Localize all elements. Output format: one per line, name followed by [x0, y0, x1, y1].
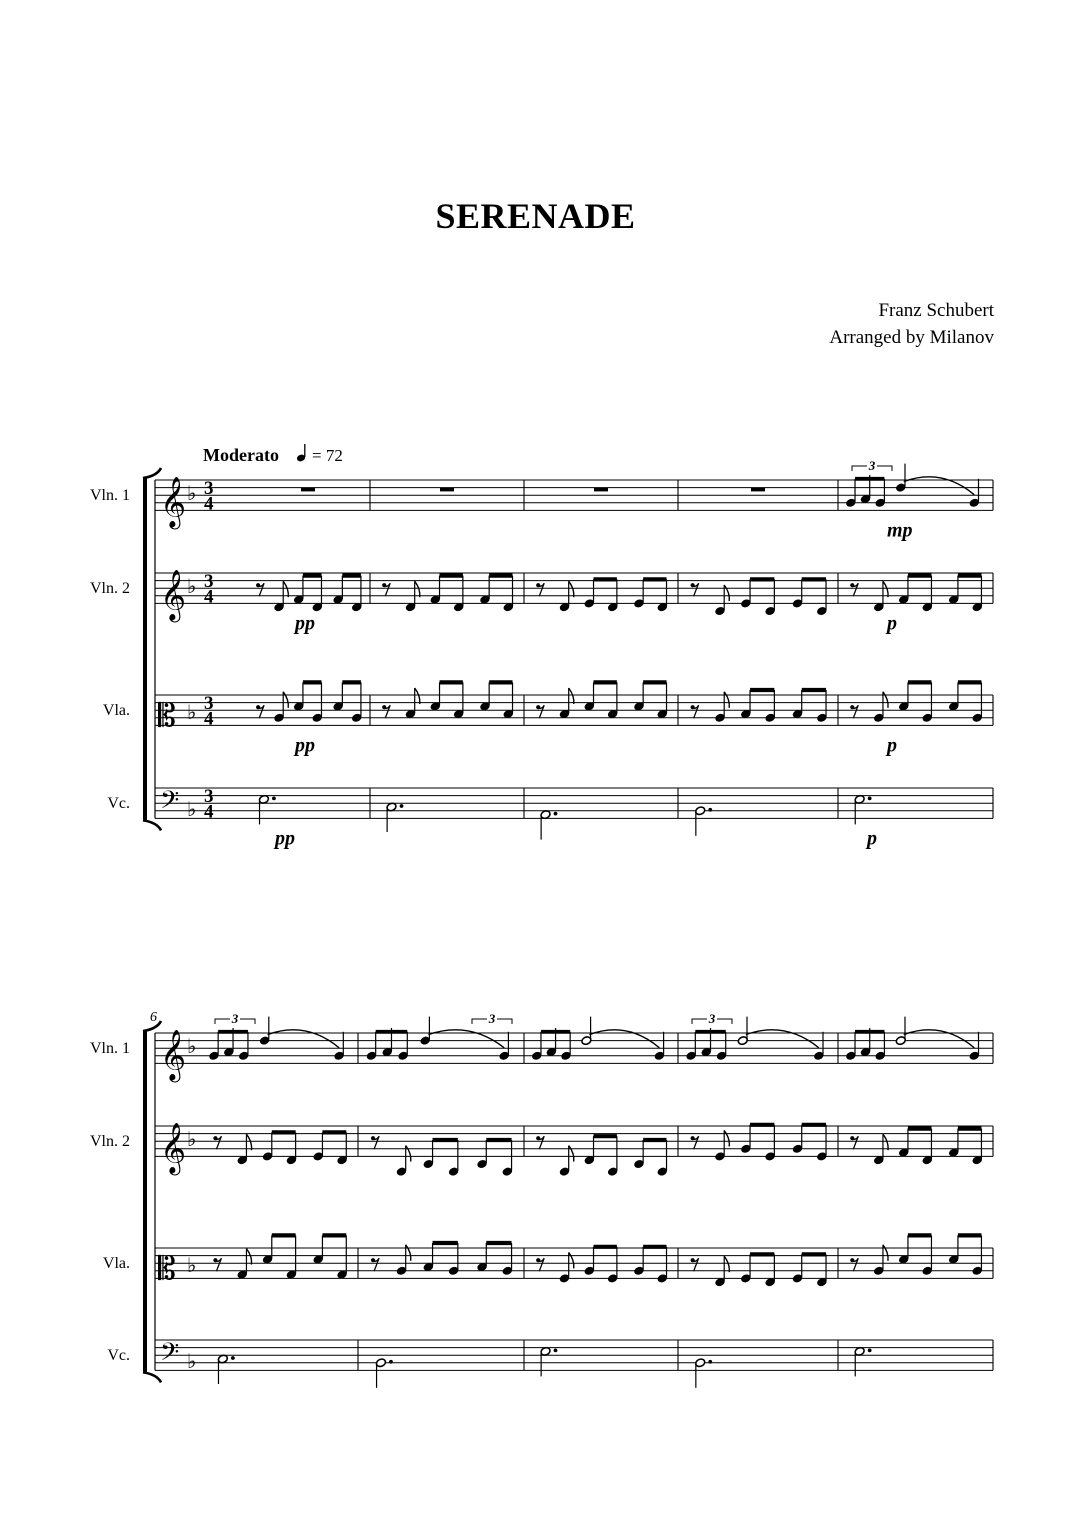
tuplet-number: 3: [231, 1011, 239, 1026]
flag: [724, 1130, 729, 1146]
dynamic-marking: pp: [295, 612, 315, 635]
dynamic-marking: pp: [275, 827, 295, 850]
eighth-rest: [536, 583, 544, 596]
dot: [389, 1360, 393, 1364]
bass-clef-icon: 𝄢: [160, 786, 180, 820]
flag: [883, 692, 888, 708]
dot: [868, 1349, 872, 1353]
piece-title: SERENADE: [435, 196, 636, 236]
eighth-rest: [536, 1136, 544, 1149]
dynamic-marking: p: [887, 612, 897, 635]
dot: [708, 1360, 712, 1364]
flag: [283, 692, 288, 708]
eighth-rest: [691, 1136, 699, 1149]
instrument-name: Vc.: [107, 795, 130, 813]
alto-clef-icon: 𝄡: [158, 1250, 176, 1287]
instrument-name: Vln. 1: [90, 487, 130, 505]
eighth-rest: [536, 705, 544, 718]
flag: [246, 1134, 251, 1150]
staff-vln1: [90, 1011, 993, 1082]
eighth-rest: [382, 705, 390, 718]
flag: [724, 1256, 729, 1272]
tuplet-number: 3: [488, 1011, 496, 1026]
treble-clef-icon: 𝄞: [160, 1123, 187, 1173]
flat-icon: ♭: [187, 1255, 197, 1277]
time-sig-bottom: 4: [204, 801, 214, 823]
eighth-rest: [850, 1136, 858, 1149]
bracket-hook-top: [143, 468, 161, 478]
eighth-rest: [850, 1258, 858, 1271]
time-sig-top: 3: [204, 571, 214, 593]
treble-clef-icon: 𝄞: [160, 1030, 187, 1080]
flag: [724, 692, 729, 708]
flag: [246, 1249, 251, 1265]
bass-clef-icon: 𝄢: [160, 1338, 180, 1372]
flag: [283, 581, 288, 597]
system-1: [90, 458, 993, 849]
whole-rest: [440, 488, 454, 492]
staff-vla: [103, 1235, 993, 1287]
time-sig-bottom: 4: [204, 493, 214, 515]
instrument-name: Vc.: [107, 1347, 130, 1365]
dynamic-marking: mp: [887, 519, 913, 542]
dot: [554, 1349, 558, 1353]
dynamic-marking: pp: [295, 734, 315, 757]
instrument-name: Vln. 1: [90, 1040, 130, 1058]
flag: [569, 581, 574, 597]
bracket-hook-bottom: [143, 820, 161, 830]
dot: [554, 812, 558, 816]
flag: [883, 1245, 888, 1261]
tempo-text: Moderato: [203, 445, 279, 465]
treble-clef-icon: 𝄞: [160, 477, 187, 527]
dot: [708, 808, 712, 812]
staff-vc: [107, 1339, 993, 1388]
eighth-rest: [536, 1258, 544, 1271]
bracket-hook-bottom: [143, 1372, 161, 1382]
dot: [231, 1356, 235, 1360]
instrument-name: Vla.: [102, 1255, 130, 1273]
system-2: [90, 1010, 993, 1388]
flag: [415, 581, 420, 597]
flag: [569, 1146, 574, 1162]
staff-vln1: [90, 458, 993, 541]
flag: [569, 1252, 574, 1268]
composer-credit: Franz Schubert: [878, 300, 994, 321]
measure-number: 6: [150, 1010, 157, 1025]
flat-icon: ♭: [187, 1129, 197, 1152]
whole-rest: [751, 488, 765, 492]
time-sig-bottom: 4: [204, 586, 214, 608]
instrument-name: Vln. 2: [90, 580, 130, 598]
flag: [883, 581, 888, 597]
eighth-rest: [691, 583, 699, 596]
flag: [724, 585, 729, 601]
tempo-bpm: = 72: [312, 446, 343, 465]
instrument-name: Vla.: [102, 702, 130, 720]
flag: [883, 1134, 888, 1150]
tuplet-number: 3: [708, 1011, 716, 1026]
staff-vln2: [90, 1123, 993, 1176]
instrument-name: Vln. 2: [90, 1133, 130, 1151]
tempo-marking: [203, 444, 343, 465]
flag: [415, 688, 420, 704]
flag: [406, 1146, 411, 1162]
eighth-rest: [382, 583, 390, 596]
alto-clef-icon: 𝄡: [158, 697, 176, 734]
arranger-credit: Arranged by Milanov: [829, 327, 994, 348]
flat-icon: ♭: [187, 798, 197, 821]
flat-icon: ♭: [187, 702, 197, 724]
eighth-rest: [371, 1136, 379, 1149]
eighth-rest: [850, 583, 858, 596]
dynamic-marking: p: [887, 734, 897, 757]
whole-rest: [301, 488, 315, 492]
flag: [569, 688, 574, 704]
dot: [868, 797, 872, 801]
time-sig-top: 3: [204, 786, 214, 808]
time-sig-bottom: 4: [204, 708, 214, 730]
eighth-rest: [256, 705, 264, 718]
eighth-rest: [256, 583, 264, 596]
eighth-rest: [850, 705, 858, 718]
eighth-rest: [371, 1258, 379, 1271]
time-sig-top: 3: [204, 478, 214, 500]
staff-vc: [107, 786, 993, 849]
flat-icon: ♭: [187, 1350, 197, 1373]
whole-rest: [594, 488, 608, 492]
systems-layer: [90, 458, 993, 1388]
tuplet-number: 3: [868, 458, 876, 473]
eighth-rest: [691, 705, 699, 718]
dot: [400, 804, 404, 808]
system-bracket: [143, 1031, 147, 1372]
eighth-rest: [213, 1136, 221, 1149]
eighth-rest: [213, 1258, 221, 1271]
treble-clef-icon: 𝄞: [160, 570, 187, 620]
time-sig-top: 3: [204, 693, 214, 715]
system-bracket: [143, 478, 147, 820]
dot: [272, 797, 276, 801]
flag: [406, 1245, 411, 1261]
flat-icon: ♭: [187, 576, 197, 599]
dynamic-marking: p: [867, 827, 877, 850]
flat-icon: ♭: [187, 1036, 197, 1059]
eighth-rest: [691, 1258, 699, 1271]
staff-vla: [103, 682, 993, 756]
staff-vln2: [90, 570, 993, 634]
flat-icon: ♭: [187, 483, 197, 506]
